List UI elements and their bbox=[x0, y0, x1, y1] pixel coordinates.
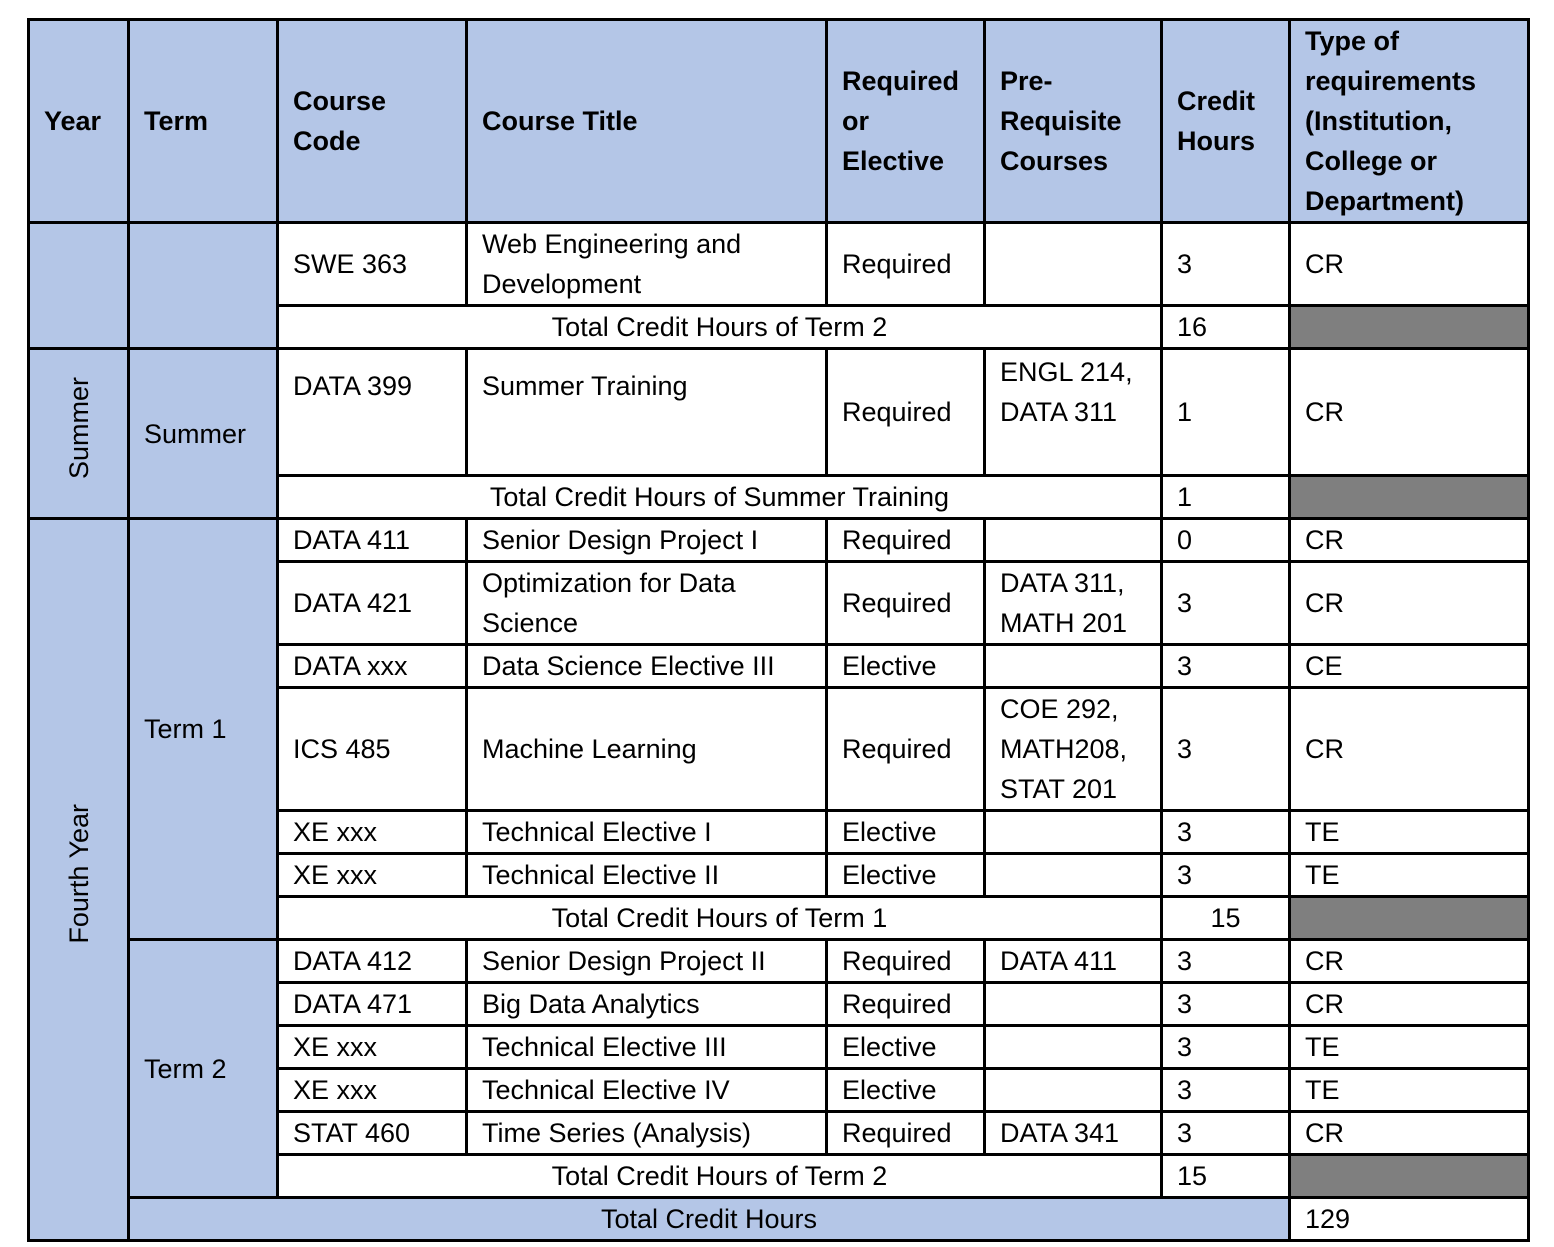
course-title: Machine Learning bbox=[467, 688, 827, 811]
year-label: Summer bbox=[63, 376, 94, 479]
year-cell-summer bbox=[29, 349, 129, 519]
course-credits: 0 bbox=[1162, 519, 1290, 562]
course-title: Senior Design Project I bbox=[467, 519, 827, 562]
header-credit-hours: Credit Hours bbox=[1162, 20, 1290, 223]
course-code: XE xxx bbox=[278, 811, 467, 854]
course-prereq: DATA 411 bbox=[985, 940, 1162, 983]
course-code: DATA xxx bbox=[278, 645, 467, 688]
course-title: Data Science Elective III bbox=[467, 645, 827, 688]
gray-cell bbox=[1290, 897, 1529, 940]
course-type: CR bbox=[1290, 983, 1529, 1026]
course-prereq bbox=[985, 854, 1162, 897]
course-type: CE bbox=[1290, 645, 1529, 688]
course-credits: 1 bbox=[1162, 349, 1290, 476]
course-title: Web Engineering and Development bbox=[467, 223, 827, 306]
term-total-value: 1 bbox=[1162, 476, 1290, 519]
course-type: CR bbox=[1290, 519, 1529, 562]
grand-total-row bbox=[29, 1198, 1529, 1241]
gray-cell bbox=[1290, 306, 1529, 349]
course-prereq bbox=[985, 811, 1162, 854]
term-total-value: 15 bbox=[1162, 897, 1290, 940]
course-code: STAT 460 bbox=[278, 1112, 467, 1155]
gray-cell bbox=[1290, 1155, 1529, 1198]
course-type: CR bbox=[1290, 688, 1529, 811]
course-prereq bbox=[985, 519, 1162, 562]
term-cell-term1: Term 1 bbox=[129, 519, 278, 940]
course-code: XE xxx bbox=[278, 854, 467, 897]
course-title: Big Data Analytics bbox=[467, 983, 827, 1026]
header-year: Year bbox=[29, 20, 129, 223]
course-prereq bbox=[985, 983, 1162, 1026]
course-type: TE bbox=[1290, 1069, 1529, 1112]
term-total-label: Total Credit Hours of Term 1 bbox=[278, 897, 1162, 940]
course-title: Technical Elective I bbox=[467, 811, 827, 854]
grand-total-label: Total Credit Hours bbox=[129, 1198, 1290, 1241]
term-cell-summer: Summer bbox=[129, 349, 278, 519]
course-prereq: COE 292, MATH208, STAT 201 bbox=[985, 688, 1162, 811]
course-code: DATA 411 bbox=[278, 519, 467, 562]
course-type: CR bbox=[1290, 223, 1529, 306]
course-credits: 3 bbox=[1162, 645, 1290, 688]
course-credits: 3 bbox=[1162, 940, 1290, 983]
header-course-code: Course Code bbox=[278, 20, 467, 223]
term-total-label: Total Credit Hours of Term 2 bbox=[278, 306, 1162, 349]
header-row bbox=[29, 20, 1529, 223]
course-type: CR bbox=[1290, 562, 1529, 645]
course-requirement: Elective bbox=[827, 811, 985, 854]
course-code: SWE 363 bbox=[278, 223, 467, 306]
course-credits: 3 bbox=[1162, 1112, 1290, 1155]
header-term: Term bbox=[129, 20, 278, 223]
course-credits: 3 bbox=[1162, 983, 1290, 1026]
course-title: Technical Elective IV bbox=[467, 1069, 827, 1112]
course-title: Summer Training bbox=[467, 349, 827, 476]
course-type: CR bbox=[1290, 940, 1529, 983]
table-row bbox=[29, 519, 1529, 562]
header-required-or-elective: Required or Elective bbox=[827, 20, 985, 223]
course-code: DATA 471 bbox=[278, 983, 467, 1026]
year-label: Fourth Year bbox=[63, 804, 94, 944]
header-type-of-requirements: Type of requirements (Institution, College or Department) bbox=[1290, 20, 1529, 223]
course-prereq bbox=[985, 1026, 1162, 1069]
course-type: TE bbox=[1290, 811, 1529, 854]
course-requirement: Elective bbox=[827, 645, 985, 688]
course-requirement: Required bbox=[827, 940, 985, 983]
course-requirement: Required bbox=[827, 349, 985, 476]
course-prereq bbox=[985, 223, 1162, 306]
course-code: DATA 421 bbox=[278, 562, 467, 645]
course-type: CR bbox=[1290, 1112, 1529, 1155]
course-type: CR bbox=[1290, 349, 1529, 476]
course-title: Technical Elective III bbox=[467, 1026, 827, 1069]
course-requirement: Elective bbox=[827, 854, 985, 897]
grand-total-value: 129 bbox=[1290, 1198, 1529, 1241]
course-credits: 3 bbox=[1162, 1026, 1290, 1069]
course-prereq: DATA 311, MATH 201 bbox=[985, 562, 1162, 645]
curriculum-table bbox=[27, 18, 1530, 1242]
course-credits: 3 bbox=[1162, 223, 1290, 306]
course-code: XE xxx bbox=[278, 1069, 467, 1112]
term-total-label: Total Credit Hours of Summer Training bbox=[278, 476, 1162, 519]
course-prereq: ENGL 214, DATA 311 bbox=[985, 349, 1162, 476]
header-prerequisites: Pre-Requisite Courses bbox=[985, 20, 1162, 223]
term-total-label: Total Credit Hours of Term 2 bbox=[278, 1155, 1162, 1198]
year-cell-fourth bbox=[29, 519, 129, 1241]
course-requirement: Required bbox=[827, 688, 985, 811]
course-title: Technical Elective II bbox=[467, 854, 827, 897]
course-requirement: Required bbox=[827, 519, 985, 562]
course-requirement: Required bbox=[827, 223, 985, 306]
gray-cell bbox=[1290, 476, 1529, 519]
table-row bbox=[29, 349, 1529, 476]
table-row bbox=[29, 940, 1529, 983]
course-type: TE bbox=[1290, 1026, 1529, 1069]
course-requirement: Required bbox=[827, 562, 985, 645]
course-type: TE bbox=[1290, 854, 1529, 897]
course-credits: 3 bbox=[1162, 854, 1290, 897]
course-credits: 3 bbox=[1162, 811, 1290, 854]
course-requirement: Required bbox=[827, 983, 985, 1026]
header-course-title: Course Title bbox=[467, 20, 827, 223]
term-total-value: 15 bbox=[1162, 1155, 1290, 1198]
course-prereq bbox=[985, 645, 1162, 688]
course-requirement: Elective bbox=[827, 1069, 985, 1112]
course-title: Optimization for Data Science bbox=[467, 562, 827, 645]
course-title: Senior Design Project II bbox=[467, 940, 827, 983]
term-total-value: 16 bbox=[1162, 306, 1290, 349]
table-row bbox=[29, 223, 1529, 306]
course-code: XE xxx bbox=[278, 1026, 467, 1069]
course-prereq: DATA 341 bbox=[985, 1112, 1162, 1155]
year-cell-empty bbox=[29, 223, 129, 349]
course-code: ICS 485 bbox=[278, 688, 467, 811]
term-cell-empty bbox=[129, 223, 278, 349]
course-requirement: Elective bbox=[827, 1026, 985, 1069]
term-cell-term2: Term 2 bbox=[129, 940, 278, 1198]
course-credits: 3 bbox=[1162, 1069, 1290, 1112]
course-code: DATA 412 bbox=[278, 940, 467, 983]
course-credits: 3 bbox=[1162, 562, 1290, 645]
course-prereq bbox=[985, 1069, 1162, 1112]
course-credits: 3 bbox=[1162, 688, 1290, 811]
course-requirement: Required bbox=[827, 1112, 985, 1155]
course-code: DATA 399 bbox=[278, 349, 467, 476]
course-title: Time Series (Analysis) bbox=[467, 1112, 827, 1155]
